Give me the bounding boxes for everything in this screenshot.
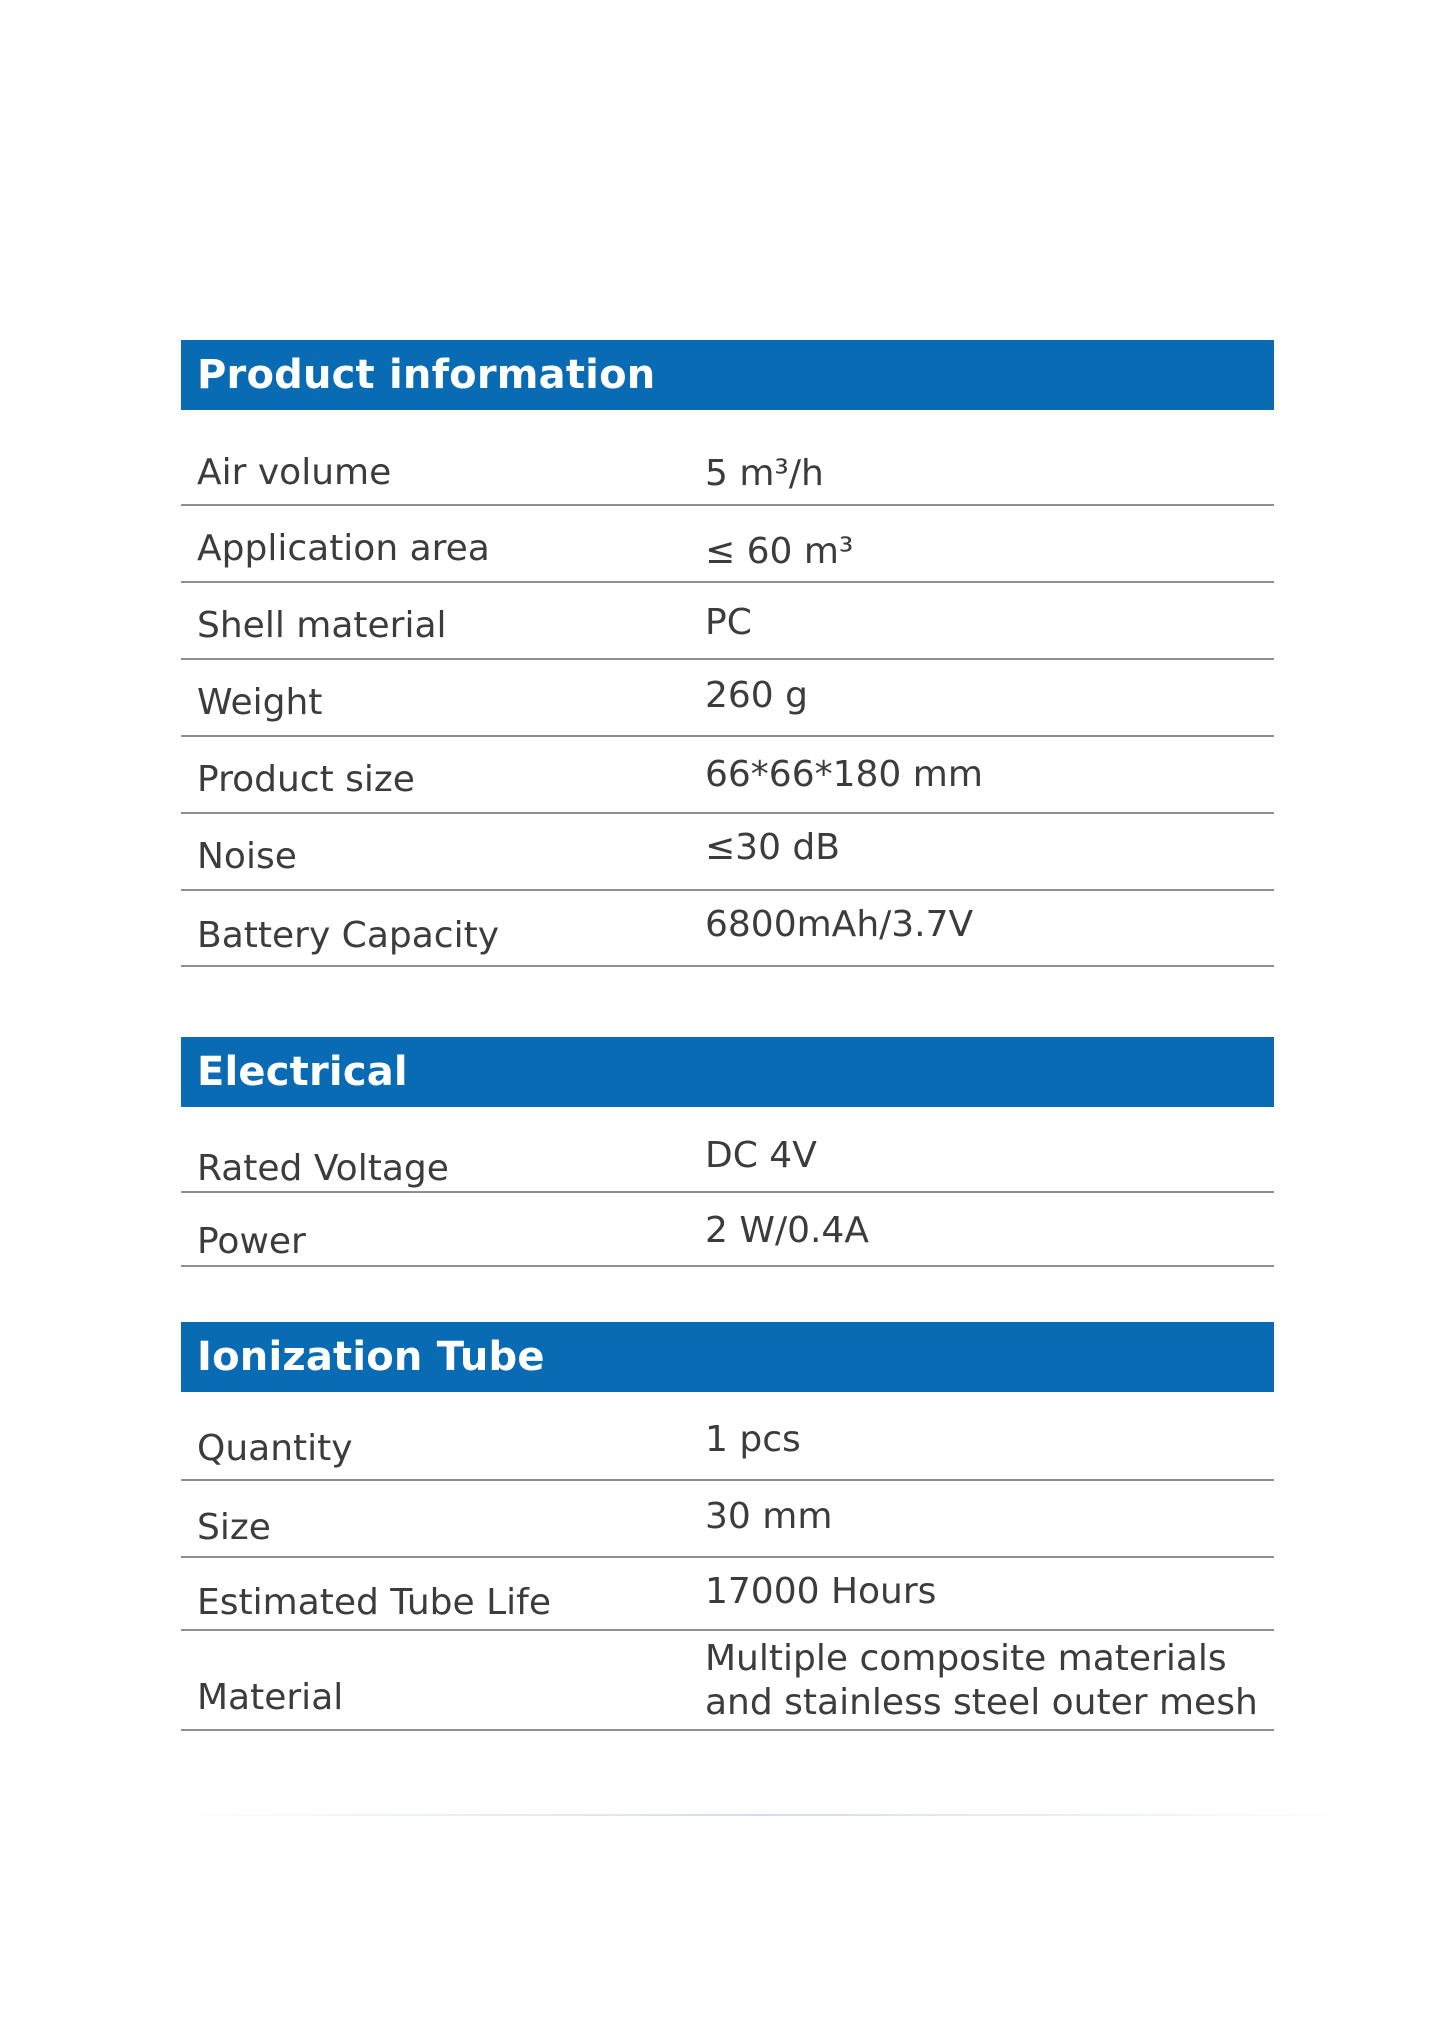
spec-label: Rated Voltage	[197, 1148, 449, 1189]
spec-value: 17000 Hours	[705, 1571, 937, 1612]
spec-value: 6800mAh/3.7V	[705, 904, 974, 945]
spec-row-quantity	[181, 1404, 1274, 1481]
spec-row-air-volume	[181, 436, 1274, 506]
spec-label: Power	[197, 1221, 306, 1262]
spec-value: 5 m³/h	[705, 453, 824, 494]
spec-value: 30 mm	[705, 1496, 833, 1537]
spec-value: ≤30 dB	[705, 827, 840, 868]
spec-value: Multiple composite materials and stainless steel outer mesh	[705, 1638, 1258, 1723]
spec-row-application-area	[181, 506, 1274, 583]
spec-label: Size	[197, 1507, 271, 1548]
spec-value: PC	[705, 602, 752, 643]
spec-value: 2 W/0.4A	[705, 1210, 869, 1251]
spec-row-shell-material	[181, 583, 1274, 660]
spec-label: Application area	[197, 528, 490, 569]
spec-label: Estimated Tube Life	[197, 1582, 551, 1623]
spec-row-size	[181, 1481, 1274, 1558]
footer-divider	[168, 1814, 1358, 1816]
spec-row-estimated-tube-life	[181, 1558, 1274, 1631]
spec-row-weight	[181, 660, 1274, 737]
spec-label: Quantity	[197, 1428, 353, 1469]
spec-label: Battery Capacity	[197, 915, 500, 956]
section-title: Product information	[197, 352, 656, 398]
spec-row-noise	[181, 814, 1274, 891]
spec-value: ≤ 60 m³	[705, 531, 854, 572]
spec-row-power	[181, 1193, 1274, 1267]
section-title: Ionization Tube	[197, 1334, 545, 1380]
spec-label: Air volume	[197, 452, 392, 493]
spec-value: DC 4V	[705, 1135, 817, 1176]
section-header-electrical	[181, 1037, 1274, 1107]
section-header-ionization-tube	[181, 1322, 1274, 1392]
spec-row-material	[181, 1631, 1274, 1731]
spec-label: Weight	[197, 682, 323, 723]
spec-label: Material	[197, 1677, 344, 1718]
spec-label: Shell material	[197, 605, 447, 646]
spec-row-rated-voltage	[181, 1120, 1274, 1193]
spec-value: 66*66*180 mm	[705, 754, 983, 795]
section-header-product-information	[181, 340, 1274, 410]
spec-value: 260 g	[705, 675, 809, 716]
spec-label: Product size	[197, 759, 415, 800]
spec-row-product-size	[181, 737, 1274, 814]
spec-row-battery-capacity	[181, 891, 1274, 967]
spec-label: Noise	[197, 836, 297, 877]
spec-value: 1 pcs	[705, 1419, 801, 1460]
section-title: Electrical	[197, 1049, 408, 1095]
